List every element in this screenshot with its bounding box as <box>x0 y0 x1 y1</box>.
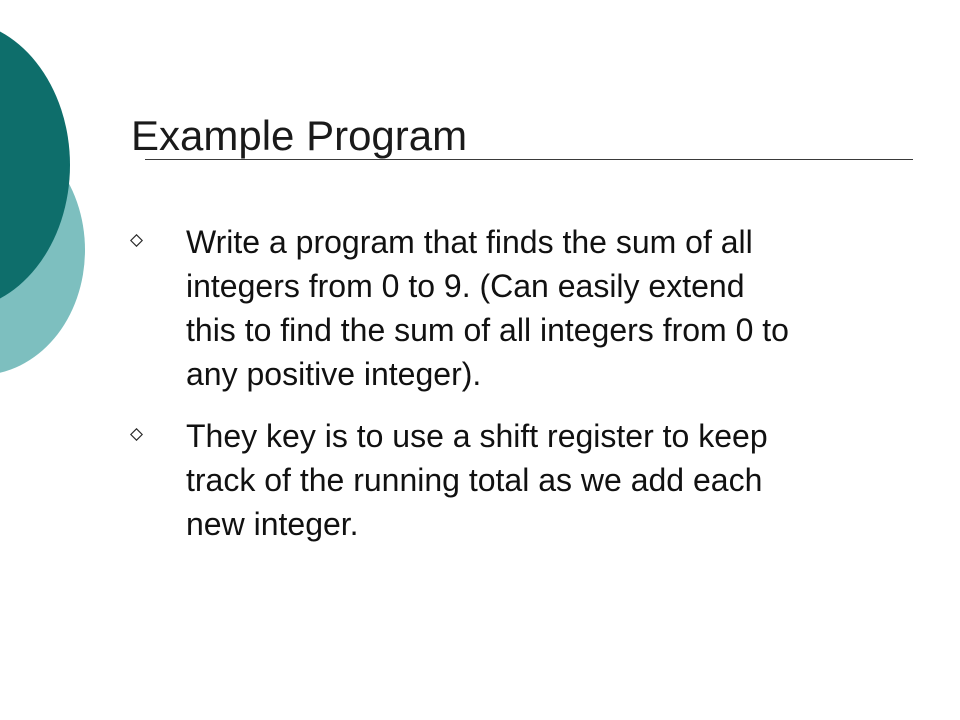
bullet-line: integers from 0 to 9. (Can easily extend <box>186 268 745 304</box>
bullet-line: track of the running total as we add each <box>186 462 763 498</box>
bullet-item <box>130 414 930 546</box>
bullet-line: Write a program that finds the sum of all <box>186 224 753 260</box>
bullet-line: any positive integer). <box>186 356 482 392</box>
title-underline <box>145 159 913 160</box>
bullet-item <box>130 220 930 396</box>
slide-title: Example Program <box>131 112 468 159</box>
hollow-diamond-icon <box>130 428 143 441</box>
bullet-list <box>130 220 930 564</box>
bullet-line: They key is to use a shift register to keep <box>186 418 768 454</box>
bullet-line: this to find the sum of all integers from 0 to <box>186 312 789 348</box>
hollow-diamond-icon <box>130 234 143 247</box>
bullet-line: new integer. <box>186 506 359 542</box>
decorative-teal-circles <box>0 0 120 420</box>
